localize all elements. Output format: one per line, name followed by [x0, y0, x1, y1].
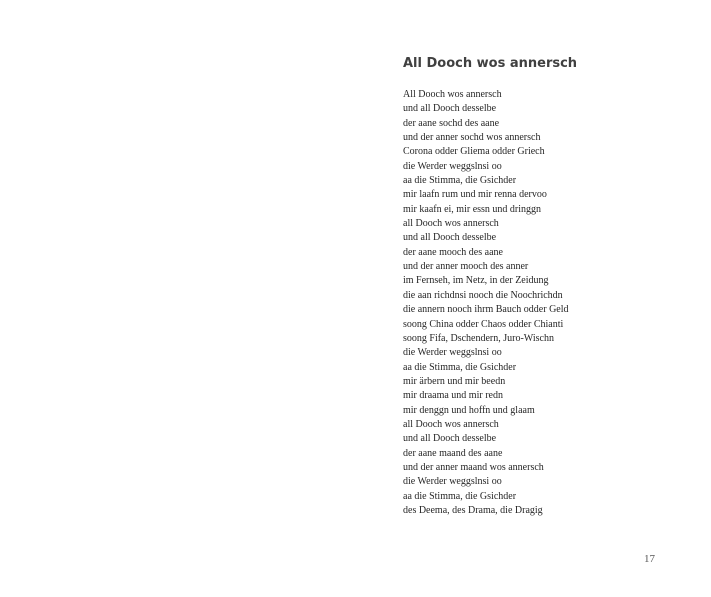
poem-line: und der anner maand wos annersch	[403, 461, 544, 473]
page-number: 17	[644, 553, 655, 565]
poem-line: aa die Stimma, die Gsichder	[403, 490, 517, 502]
poem-line: all Dooch wos annersch	[403, 218, 499, 230]
poem-line: Corona odder Gliema odder Griech	[403, 146, 545, 158]
poem-line: die aan richdnsi nooch die Noochrichdn	[403, 289, 563, 301]
poem-line: mir ärbern und mir beedn	[403, 375, 506, 387]
poem-title: All Dooch wos annersch	[403, 56, 578, 71]
poem-line: und all Dooch desselbe	[403, 232, 497, 244]
poem-line: All Dooch wos annersch	[403, 89, 502, 100]
poem-line: all Dooch wos annersch	[403, 418, 499, 430]
poem-line: die annern nooch ihrm Bauch odder Geld	[403, 304, 569, 316]
poem-line: der aane sochd des aane	[403, 117, 500, 129]
poem-line: der aane mooch des aane	[403, 246, 503, 258]
poem-line: und all Dooch desselbe	[403, 433, 497, 445]
poem-line: des Deema, des Drama, die Dragig	[403, 504, 543, 516]
poem-line: und all Dooch desselbe	[403, 103, 497, 115]
poem-line: soong Fifa, Dschendern, Juro-Wischn	[403, 332, 554, 344]
poem-line: und der anner mooch des anner	[403, 261, 529, 273]
poem-line: mir kaafn ei, mir essn und dringgn	[403, 203, 542, 215]
poem-line: aa die Stimma, die Gsichder	[403, 175, 517, 187]
poem-line: mir laafn rum und mir renna dervoo	[403, 189, 547, 201]
poem-line: die Werder weggslnsi oo	[403, 160, 502, 172]
poem-line: die Werder weggslnsi oo	[403, 347, 502, 359]
poem-line: mir denggn und hoffn und glaam	[403, 404, 535, 416]
poem-line: aa die Stimma, die Gsichder	[403, 361, 517, 373]
poem-line: soong China odder Chaos odder Chianti	[403, 318, 564, 330]
poem-body	[403, 88, 703, 518]
poem-line: im Fernseh, im Netz, in der Zeidung	[403, 275, 549, 287]
poem-line: mir draama und mir redn	[403, 390, 503, 402]
poem-line: der aane maand des aane	[403, 447, 503, 459]
poem-line: und der anner sochd wos annersch	[403, 132, 541, 144]
poem-line: die Werder weggslnsi oo	[403, 476, 502, 488]
